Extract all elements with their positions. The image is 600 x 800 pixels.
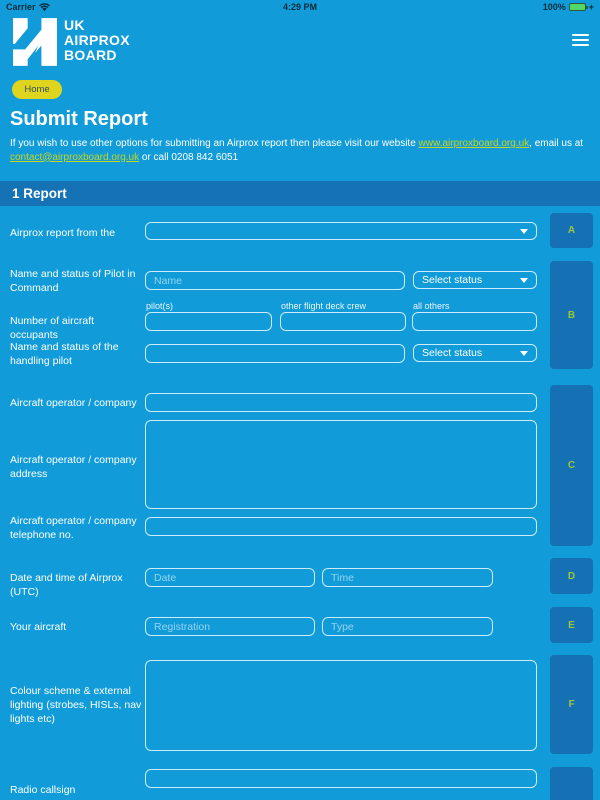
logo-line-airprox: AIRPROX bbox=[64, 32, 130, 48]
home-button[interactable]: Home bbox=[12, 80, 62, 99]
clock: 4:29 PM bbox=[282, 2, 317, 12]
section-badge-c: C bbox=[550, 385, 593, 546]
field-label-colour-scheme: Colour scheme & external lighting (strobes, HISLs, nav lights etc) bbox=[10, 685, 142, 725]
pilot-status-value: Select status bbox=[422, 274, 483, 286]
section-header-report bbox=[0, 181, 600, 206]
handling-pilot-status-value: Select status bbox=[422, 347, 483, 359]
uk-airprox-board-logo bbox=[13, 18, 130, 66]
intro-part3: or call 0208 842 6051 bbox=[139, 151, 239, 163]
chevron-down-icon bbox=[520, 278, 528, 283]
chevron-down-icon bbox=[520, 351, 528, 356]
pilot-name-input[interactable] bbox=[145, 271, 405, 290]
intro-text bbox=[10, 137, 592, 164]
section-badge-a: A bbox=[550, 213, 593, 248]
menu-button[interactable] bbox=[572, 34, 589, 47]
radio-callsign-input[interactable] bbox=[145, 769, 537, 788]
email-link[interactable]: contact@airproxboard.org.uk bbox=[10, 151, 140, 163]
field-label-radio-callsign: Radio callsign bbox=[10, 784, 76, 796]
battery-percent: 100% bbox=[542, 2, 566, 12]
operator-phone-input[interactable] bbox=[145, 517, 537, 536]
sublabel-pilots: pilot(s) bbox=[146, 301, 174, 311]
operator-input[interactable] bbox=[145, 393, 537, 412]
occupants-all-others-input[interactable] bbox=[412, 312, 537, 331]
section-badge-d: D bbox=[550, 558, 593, 594]
section-badge-f: F bbox=[550, 655, 593, 754]
section-badge-e: E bbox=[550, 607, 593, 643]
aircraft-type-input[interactable] bbox=[322, 617, 493, 636]
section-badge-b: B bbox=[550, 261, 593, 369]
occupants-other-crew-input[interactable] bbox=[280, 312, 406, 331]
handling-pilot-status-select[interactable] bbox=[413, 344, 537, 362]
logo-mark-icon bbox=[13, 18, 57, 66]
colour-scheme-textarea[interactable] bbox=[145, 660, 537, 751]
field-label-date-time: Date and time of Airprox (UTC) bbox=[10, 572, 123, 598]
pilot-status-select[interactable] bbox=[413, 271, 537, 289]
charging-icon: + bbox=[588, 2, 594, 12]
field-label-pilot-in-command: Name and status of Pilot in Command bbox=[10, 268, 136, 294]
logo-line-board: BOARD bbox=[64, 47, 117, 63]
logo-line-uk: UK bbox=[64, 17, 85, 33]
occupants-pilots-input[interactable] bbox=[145, 312, 272, 331]
report-from-select[interactable] bbox=[145, 222, 537, 240]
app-header bbox=[0, 14, 600, 78]
section-badge-next bbox=[550, 767, 593, 800]
hamburger-icon bbox=[572, 34, 589, 36]
field-label-operator-phone: Aircraft operator / company telephone no. bbox=[10, 515, 137, 541]
airprox-time-input[interactable] bbox=[322, 568, 493, 587]
operator-address-textarea[interactable] bbox=[145, 420, 537, 509]
report-form bbox=[0, 206, 600, 800]
logo-wordmark bbox=[64, 18, 130, 63]
website-link[interactable]: www.airproxboard.org.uk bbox=[418, 138, 530, 149]
handling-pilot-name-input[interactable] bbox=[145, 344, 405, 363]
section-title: 1 Report bbox=[12, 186, 67, 201]
page-title: Submit Report bbox=[10, 108, 148, 130]
battery-icon bbox=[569, 3, 586, 11]
aircraft-registration-input[interactable] bbox=[145, 617, 315, 636]
airprox-date-input[interactable] bbox=[145, 568, 315, 587]
field-label-operator-address: Aircraft operator / company address bbox=[10, 454, 137, 480]
sublabel-other-crew: other flight deck crew bbox=[281, 301, 367, 311]
field-label-your-aircraft: Your aircraft bbox=[10, 621, 67, 633]
field-label-report-from: Airprox report from the bbox=[10, 227, 116, 239]
sublabel-all-others: all others bbox=[413, 301, 450, 311]
carrier-label: Carrier bbox=[6, 2, 36, 12]
chevron-down-icon bbox=[520, 229, 528, 234]
intro-part2: , email us at bbox=[529, 138, 584, 149]
intro-part1: If you wish to use other options for submitting an Airprox report then please visit our website bbox=[10, 138, 419, 149]
field-label-occupants: Number of aircraft occupants bbox=[10, 315, 95, 341]
status-bar bbox=[0, 0, 600, 14]
field-label-operator: Aircraft operator / company bbox=[10, 397, 137, 409]
field-label-handling-pilot: Name and status of the handling pilot bbox=[10, 341, 119, 367]
